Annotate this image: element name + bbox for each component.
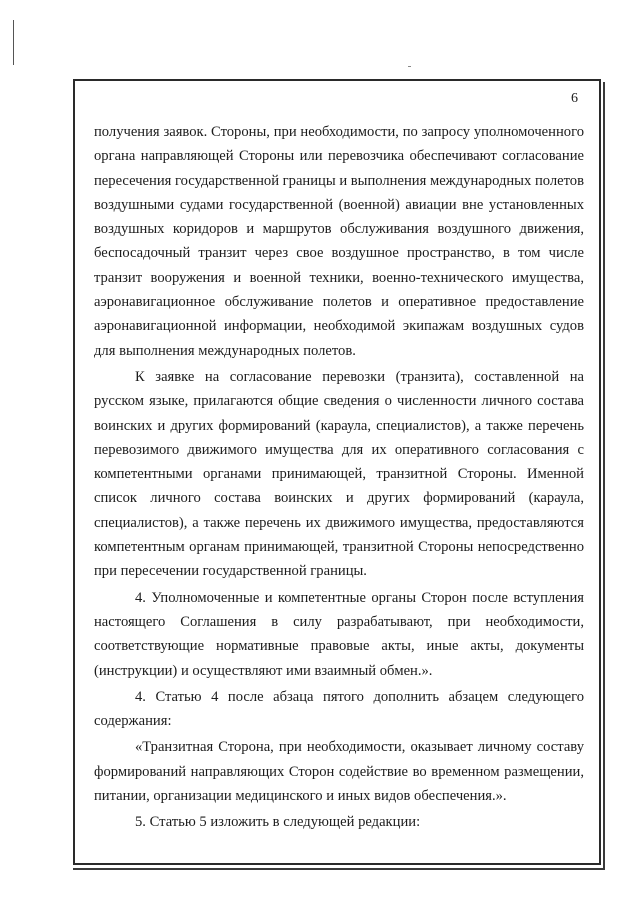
paragraph-quoted-insert: «Транзитная Сторона, при необходимости, оказывает личному составу формирований направляющих Сторон содействие во временном размещении, питании, организации медицинского и иных видов обеспечения.». [94,739,584,805]
document-body [94,120,584,835]
paragraph-amend-article-5: 5. Статью 5 изложить в следующей редакции: [135,814,421,831]
page-border-shadow-right [603,82,605,870]
paragraph-continuation: получения заявок. Стороны, при необходимости, по запросу уполномоченного органа направляющей Стороны или перевозчика обеспечивают согласование пересечения государственной границы и выполнения международных полетов воздушными судами государственной (военной) авиации вне установленных воздушных коридоров и маршрутов обслуживания воздушного движения, беспосадочный транзит через свое воздушное пространство, в том числе транзит вооружения и военной техники, военно-технического имущества, аэронавигационное обслуживание полетов и оперативное предоставление аэронавигационной информации, необходимой экипажам воздушных судов для выполнения международных полетов. [94,124,584,359]
paragraph-application-details: К заявке на согласование перевозки (транзита), составленной на русском языке, прилагаются общие сведения о численности личного состава воинских и других формирований (караула, специалистов), а также перечень перевозимого движимого имущества для их оперативного согласования с компетентными органами принимающей, транзитной Стороны. Именной список личного состава воинских и других формирований (караула, специалистов), а также перечень их движимого имущества, предоставляются компетентным органам принимающей, транзитной Стороны непосредственно при пересечении государственной границы. [94,368,584,580]
paragraph-clause-4: 4. Уполномоченные и компетентные органы Сторон после вступления настоящего Соглашения в силу разрабатывают, при необходимости, соответствующие нормативные правовые акты, иные акты, документы (инструкции) и осуществляют ими взаимный обмен.». [94,589,584,679]
page-number: 6 [571,91,578,106]
scan-margin-mark [13,20,14,65]
paragraph-amend-article-4: 4. Статью 4 после абзаца пятого дополнить абзацем следующего содержания: [94,688,584,730]
page-border-shadow-bottom [73,868,604,870]
scan-dust-mark [408,66,411,67]
